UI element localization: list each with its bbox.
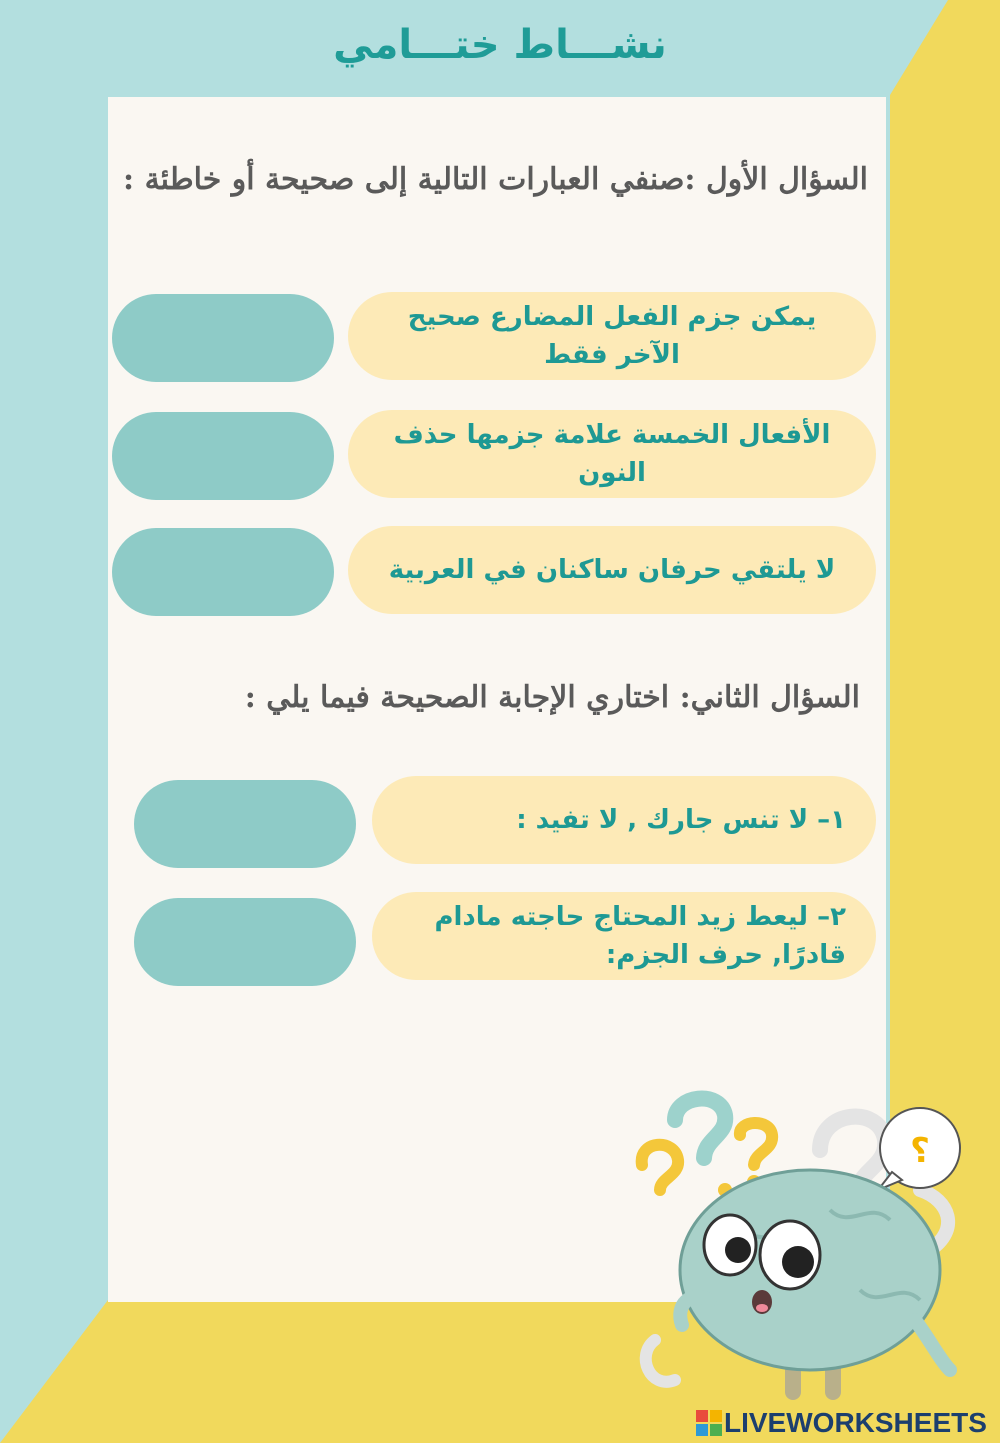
statement-3: لا يلتقي حرفان ساكنان في العربية <box>348 526 876 614</box>
answer-box-4[interactable] <box>134 780 356 868</box>
page-title: نشـــاط ختـــامي <box>333 22 667 68</box>
speech-bubble-question-mark: ؟ <box>910 1131 930 1171</box>
statement-4: ١– لا تنس جارك , لا تفيد : <box>372 776 876 864</box>
statement-1: يمكن جزم الفعل المضارع صحيح الآخر فقط <box>348 292 876 380</box>
brand-name: LIVEWORKSHEETS <box>724 1407 987 1438</box>
answer-box-2[interactable] <box>112 412 334 500</box>
liveworksheets-logo-icon <box>696 1410 722 1436</box>
question-1-heading: السؤال الأول :صنفي العبارات التالية إلى صحيحة أو خاطئة : <box>123 162 868 197</box>
answer-box-3[interactable] <box>112 528 334 616</box>
question-2-heading: السؤال الثاني: اختاري الإجابة الصحيحة فيما يلي : <box>244 680 860 715</box>
liveworksheets-brand <box>696 1404 987 1442</box>
statement-5: ٢– ليعط زيد المحتاج حاجته مادام قادرًا, حرف الجزم: <box>372 892 876 980</box>
answer-box-5[interactable] <box>134 898 356 986</box>
answer-box-1[interactable] <box>112 294 334 382</box>
statement-2: الأفعال الخمسة علامة جزمها حذف النون <box>348 410 876 498</box>
brain-mascot-illustration <box>630 1090 970 1410</box>
